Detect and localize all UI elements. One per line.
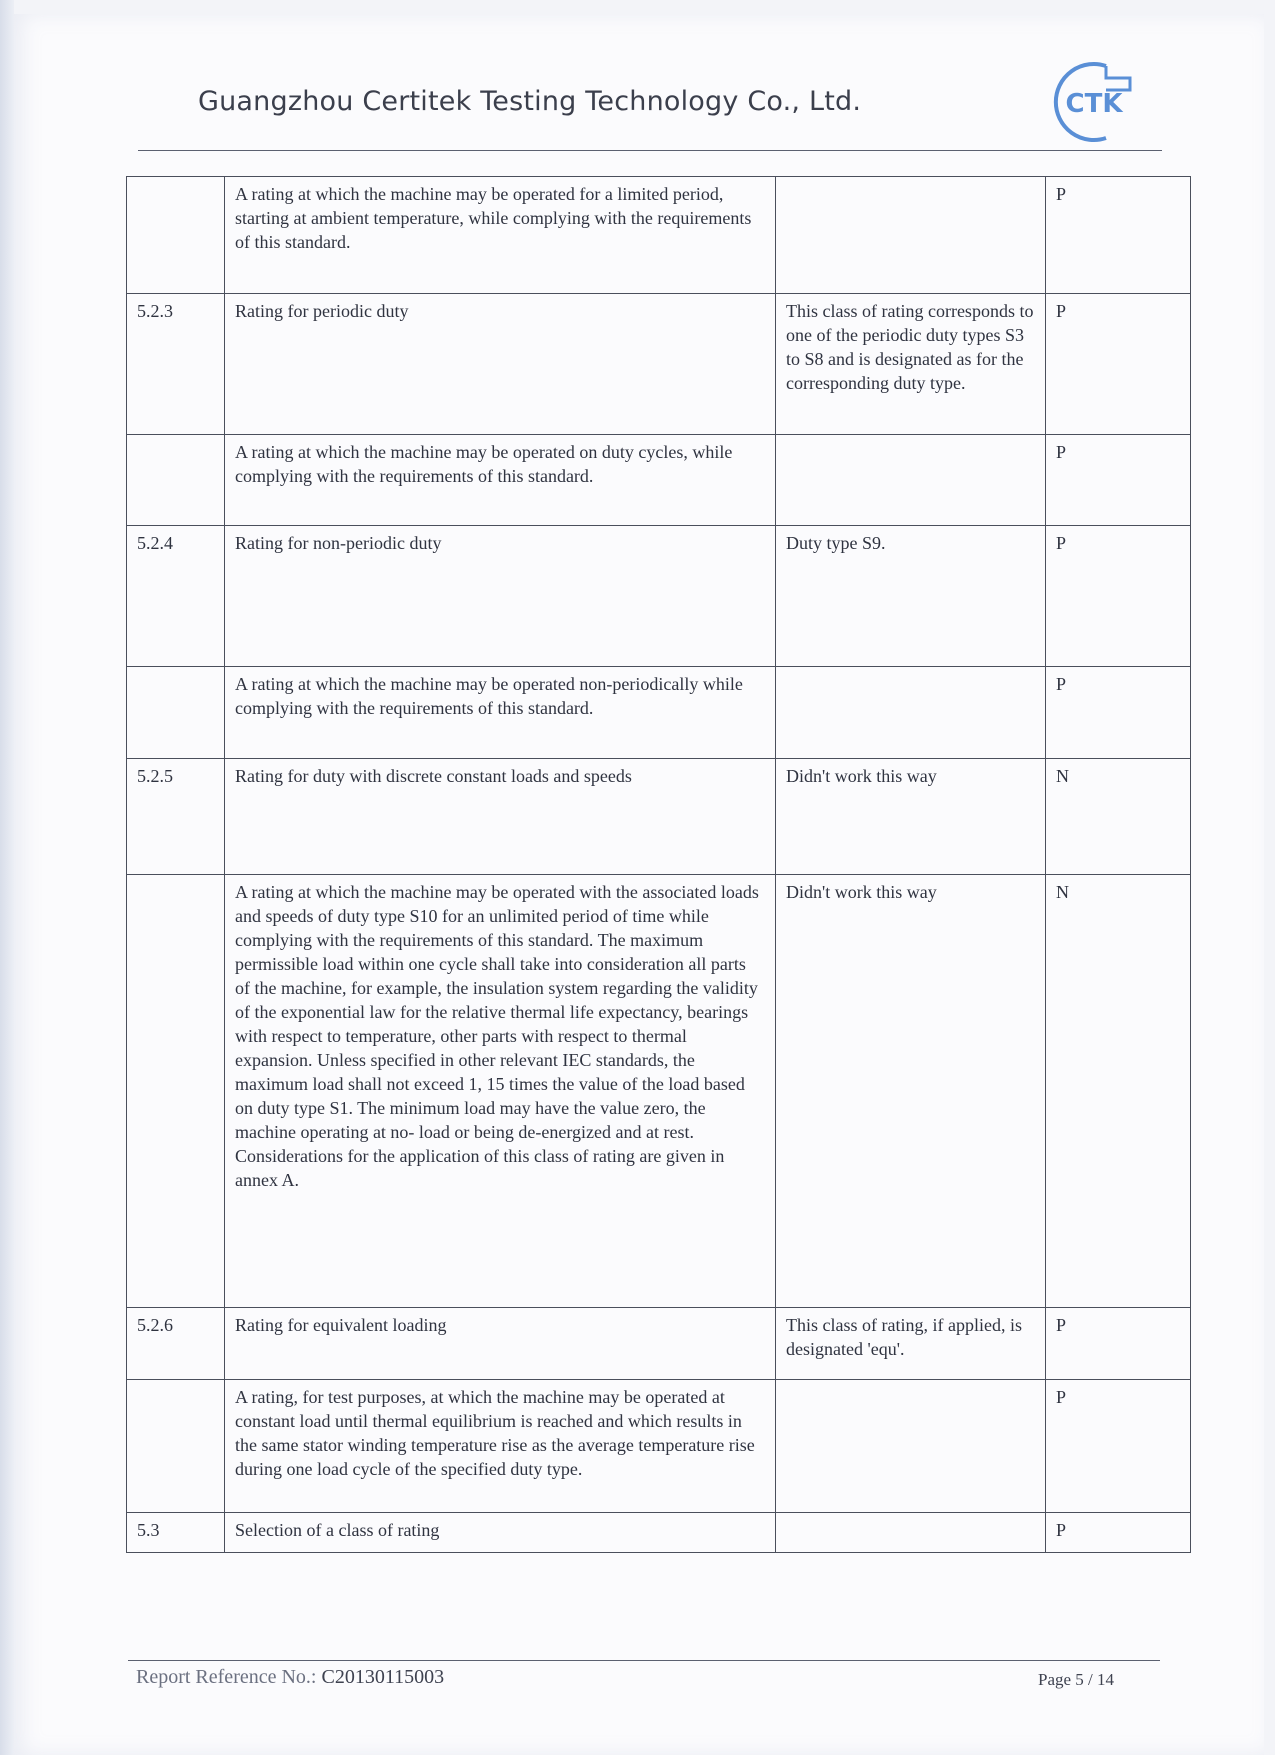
requirement-text: A rating at which the machine may be operated with the associated loads and speeds of duty type S10 for an unlimited period of time while complying with the requirements of this standard. The maximum permissible load within one cycle shall take into consideration all parts of the machine, for example, the insulation system regarding the validity of the exponential law for the relative thermal life expectancy, bearings with respect to temperature, other parts with respect to thermal expansion. Unless specified in other relevant IEC standards, the maximum load shall not exceed 1, 15 times the value of the load based on duty type S1. The minimum load may have the value zero, the machine operating at no- load or being de-energized and at rest. Considerations for the application of this class of rating are given in annex A. (225, 875, 776, 1308)
table-row (127, 526, 1191, 667)
result-remark: This class of rating, if applied, is designated 'equ'. (776, 1308, 1046, 1380)
page-number: Page 5 / 14 (1038, 1670, 1115, 1689)
verdict: P (1046, 1380, 1191, 1513)
table-row (127, 667, 1191, 759)
clause-number (127, 435, 225, 526)
requirement-text: Selection of a class of rating (225, 1513, 776, 1553)
verdict: N (1046, 759, 1191, 875)
verdict: P (1046, 1308, 1191, 1380)
requirement-text: Rating for duty with discrete constant loads and speeds (225, 759, 776, 875)
result-remark: This class of rating corresponds to one of the periodic duty types S3 to S8 and is designated as for the corresponding duty type. (776, 294, 1046, 435)
table-row (127, 435, 1191, 526)
result-remark (776, 1513, 1046, 1553)
scan-edge (0, 0, 14, 1755)
result-remark (776, 435, 1046, 526)
clause-number: 5.2.3 (127, 294, 225, 435)
logo-text: CTK (1065, 89, 1123, 119)
clause-number (127, 177, 225, 294)
clause-number: 5.2.4 (127, 526, 225, 667)
verdict: P (1046, 177, 1191, 294)
clause-number: 5.2.5 (127, 759, 225, 875)
clause-number: 5.2.6 (127, 1308, 225, 1380)
table-row (127, 1380, 1191, 1513)
report-reference-label: Report Reference No.: (136, 1666, 317, 1688)
requirement-text: A rating at which the machine may be operated for a limited period, starting at ambient temperature, while complying with the requirements of this standard. (225, 177, 776, 294)
requirement-text: Rating for equivalent loading (225, 1308, 776, 1380)
table-row (127, 177, 1191, 294)
clause-number: 5.3 (127, 1513, 225, 1553)
report-reference-number: C20130115003 (321, 1666, 445, 1688)
requirement-text: Rating for periodic duty (225, 294, 776, 435)
requirement-text: A rating, for test purposes, at which the machine may be operated at constant load until thermal equilibrium is reached and which results in the same stator winding temperature rise as the average temperature rise during one load cycle of the specified duty type. (225, 1380, 776, 1513)
verdict: P (1046, 667, 1191, 759)
report-reference (136, 1666, 444, 1689)
requirement-text: A rating at which the machine may be operated on duty cycles, while complying with the requirements of this standard. (225, 435, 776, 526)
footer-divider (128, 1660, 1160, 1661)
header-divider (138, 150, 1162, 151)
result-remark (776, 1380, 1046, 1513)
table-row (127, 294, 1191, 435)
ctk-logo-icon (1046, 56, 1142, 148)
verdict: P (1046, 294, 1191, 435)
verdict: P (1046, 435, 1191, 526)
clause-number (127, 667, 225, 759)
table-row (127, 1513, 1191, 1553)
requirement-text: A rating at which the machine may be operated non-periodically while complying with the requirements of this standard. (225, 667, 776, 759)
clause-number (127, 875, 225, 1308)
clause-number (127, 1380, 225, 1513)
company-name: Guangzhou Certitek Testing Technology Co., Ltd. (198, 86, 862, 117)
clause-table (126, 176, 1191, 1553)
table-row (127, 1308, 1191, 1380)
verdict: P (1046, 1513, 1191, 1553)
result-remark (776, 177, 1046, 294)
result-remark (776, 667, 1046, 759)
result-remark: Didn't work this way (776, 875, 1046, 1308)
result-remark: Duty type S9. (776, 526, 1046, 667)
table-row (127, 875, 1191, 1308)
requirement-text: Rating for non-periodic duty (225, 526, 776, 667)
verdict: N (1046, 875, 1191, 1308)
table-row (127, 759, 1191, 875)
result-remark: Didn't work this way (776, 759, 1046, 875)
verdict: P (1046, 526, 1191, 667)
